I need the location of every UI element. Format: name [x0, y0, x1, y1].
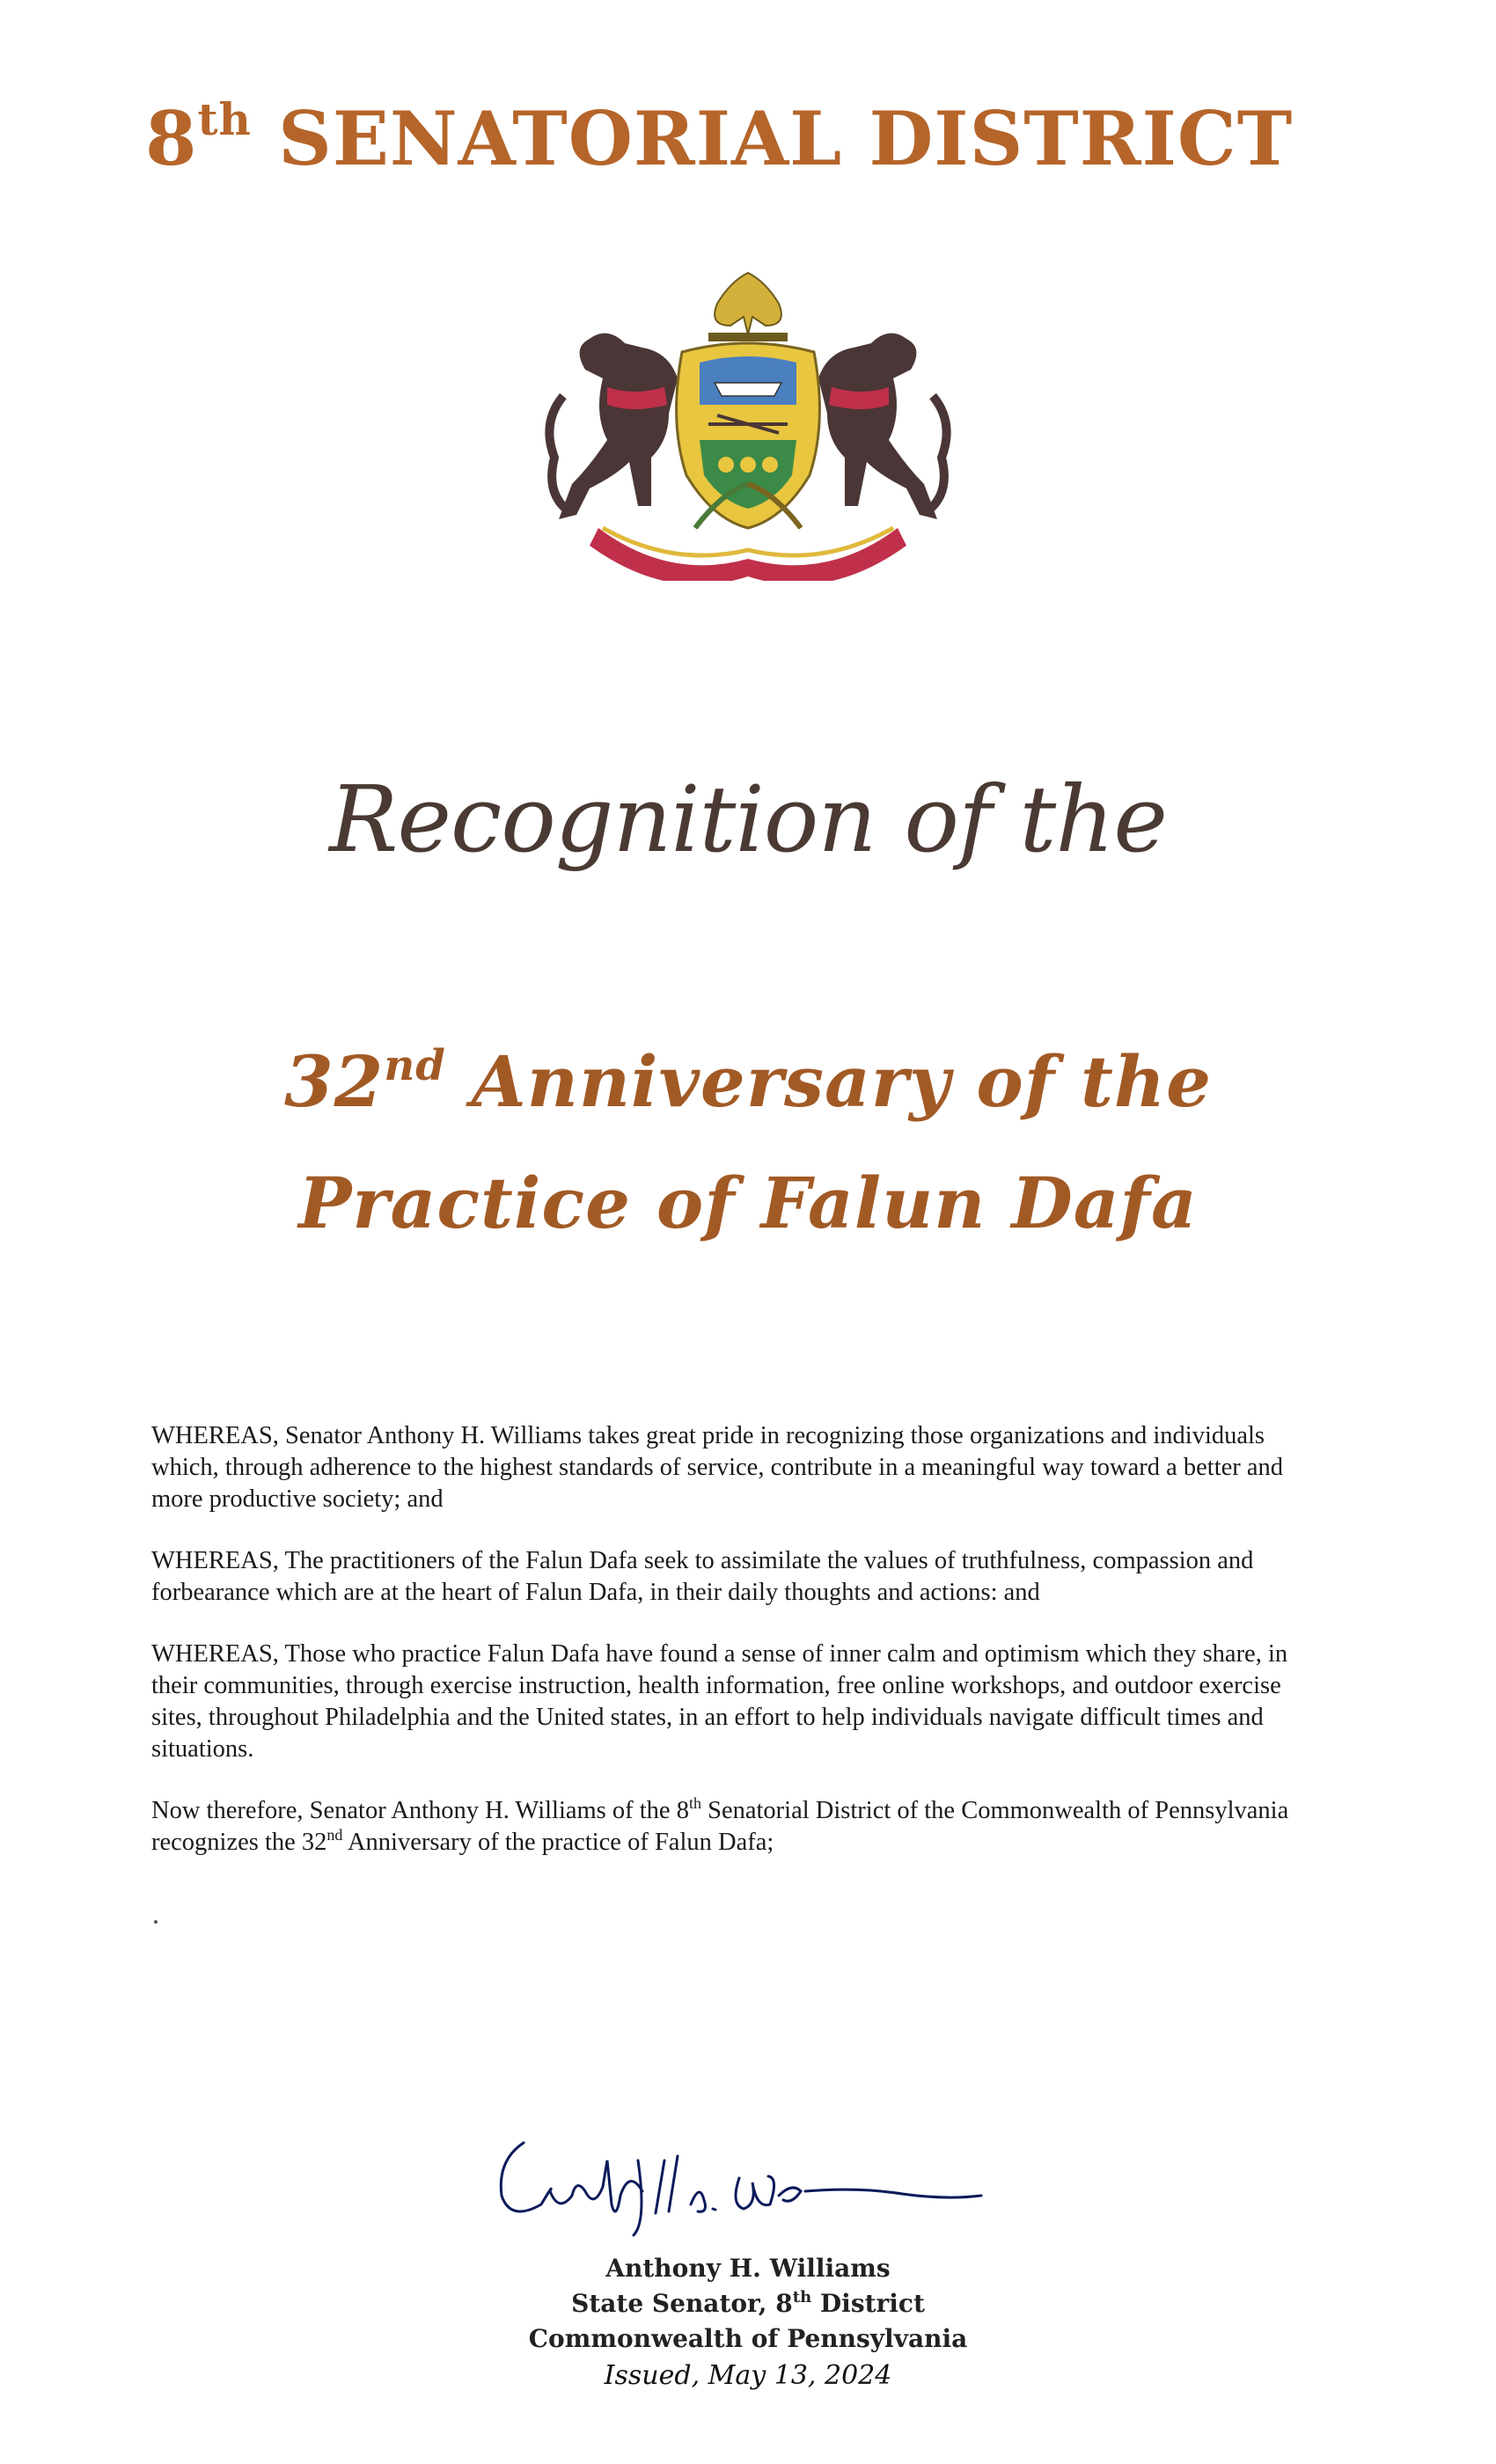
resolution-text-c: Anniversary of the practice of Falun Dafa;: [342, 1829, 774, 1856]
anniversary-ordinal: nd: [384, 1041, 446, 1090]
signer-title: [0, 2286, 1496, 2321]
recognition-heading: Recognition of the: [329, 766, 1167, 873]
district-title: SENATORIAL DISTRICT: [278, 95, 1294, 182]
commonwealth-line: Commonwealth of Pennsylvania: [528, 2324, 968, 2353]
resolution-text-b: Senatorial District of the Commonwealth of Pennsylvania recognizes the 32: [151, 1797, 1289, 1856]
resolution-paragraph: [151, 1795, 1322, 1859]
resolution-sup-b: nd: [326, 1826, 343, 1844]
signer-name: Anthony H. Williams: [605, 2254, 891, 2283]
handwritten-signature: [488, 2108, 1016, 2240]
anniversary-title: [0, 1021, 1496, 1264]
proclamation-body: [151, 1420, 1322, 1888]
pennsylvania-coat-of-arms-icon: [519, 264, 977, 581]
anniversary-number: 32: [284, 1040, 385, 1123]
whereas-paragraph-1: WHEREAS, Senator Anthony H. Williams takes great pride in recognizing those organizations and individuals which, through adherence to the highest standards of service, contribute in a meaningful way toward a better and more productive society; and: [151, 1422, 1284, 1513]
stray-mark: [154, 1920, 158, 1924]
anniversary-line-1-text: Anniversary of the: [471, 1040, 1212, 1123]
resolution-sup-a: th: [688, 1794, 701, 1812]
signature-block: [0, 2251, 1496, 2394]
signer-title-b: District: [811, 2289, 925, 2318]
resolution-text-a: Now therefore, Senator Anthony H. Williams of the 8: [151, 1797, 689, 1824]
anniversary-line-2: Practice of Falun Dafa: [298, 1162, 1198, 1244]
issued-date: Issued, May 13, 2024: [604, 2360, 892, 2391]
district-number: 8: [145, 95, 198, 182]
signer-title-sup: th: [792, 2288, 812, 2306]
signer-title-a: State Senator, 8: [571, 2289, 793, 2318]
whereas-paragraph-2: WHEREAS, The practitioners of the Falun Dafa seek to assimilate the values of truthfulness, compassion and forbearance which are at the heart of Falun Dafa, in their daily thoughts and actions: and: [151, 1547, 1254, 1606]
whereas-paragraph-3: WHEREAS, Those who practice Falun Dafa have found a sense of inner calm and optimism which they share, in their communities, through exercise instruction, health information, free online workshops, and outdoor exercise sites, throughout Philadelphia and the United states, in an effort to help individuals navigate difficult times and situations.: [151, 1640, 1288, 1763]
district-ordinal: th: [197, 93, 252, 145]
anniversary-line-1: [0, 1021, 1496, 1142]
page-header: [145, 95, 1293, 182]
